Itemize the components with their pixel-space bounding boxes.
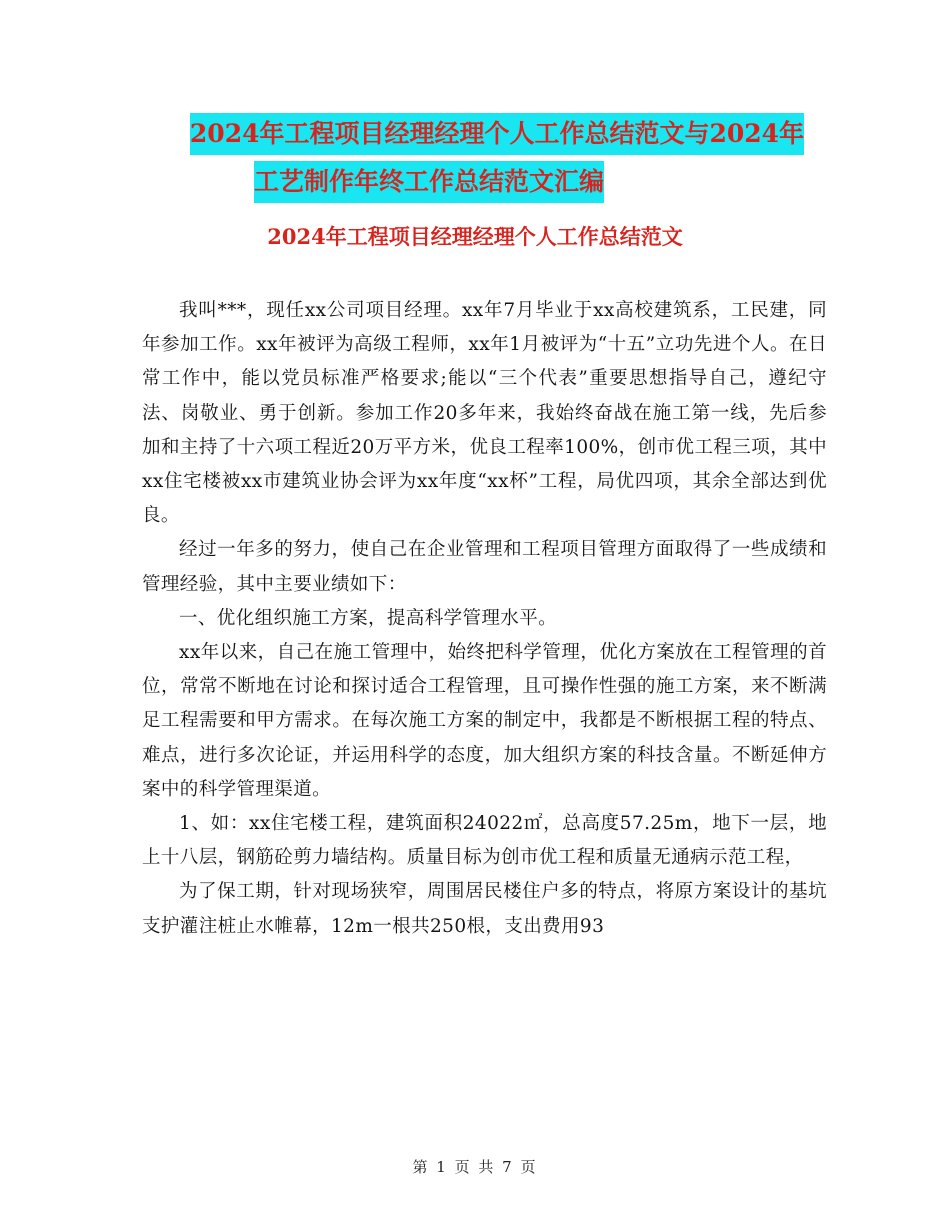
paragraph: 一、优化组织施工方案，提高科学管理水平。 [179, 607, 558, 629]
document-title [0, 110, 950, 206]
paragraph: 我叫***，现任xx公司项目经理。xx年7月毕业于xx高校建筑系，工民建，同年参加工作。xx年被评为高级工程师，xx年1月被评为“十五”立功先进个人。在日常工作中，能以党员标准严格要求;能以“三个代表”重要思想指导自己，遵纪守法、岗敬业、勇于创新。参加工作20多年来，我始终奋战在施工第一线，先后参加和主持了十六项工程近20万平方米，优良工程率100%，创市优工程三项，其中xx住宅楼被xx市建筑业协会评为xx年度“xx杯”工程，局优四项，其余全部达到优良。 [142, 300, 827, 527]
paragraph: xx年以来，自己在施工管理中，始终把科学管理，优化方案放在工程管理的首位，常常不断地在讨论和探讨适合工程管理，且可操作性强的施工方案，来不断满足工程需要和甲方需求。在每次施工方案的制定中，我都是不断根据工程的特点、难点，进行多次论证，并运用科学的态度，加大组织方案的科技含量。不断延伸方案中的科学管理渠道。 [142, 642, 827, 800]
title-line-1: 2024年工程项目经理经理个人工作总结范文与2024年 [190, 113, 804, 155]
title-line-2: 工艺制作年终工作总结范文汇编 [254, 161, 604, 203]
page-footer: 第 1 页 共 7 页 [412, 1158, 538, 1176]
paragraph: 为了保工期，针对现场狭窄，周围居民楼住户多的特点，将原方案设计的基坑支护灌注桩止水帷幕，12m一根共250根，支出费用93 [142, 881, 827, 937]
section-title: 2024年工程项目经理经理个人工作总结范文 [267, 224, 683, 249]
paragraph: 经过一年多的努力，使自己在企业管理和工程项目管理方面取得了一些成绩和管理经验，其中主要业绩如下： [142, 539, 827, 595]
paragraph: 1、如：xx住宅楼工程，建筑面积24022㎡，总高度57.25m，地下一层，地上十八层，钢筋砼剪力墙结构。质量目标为创市优工程和质量无通病示范工程， [142, 813, 827, 869]
document-body [142, 294, 827, 944]
